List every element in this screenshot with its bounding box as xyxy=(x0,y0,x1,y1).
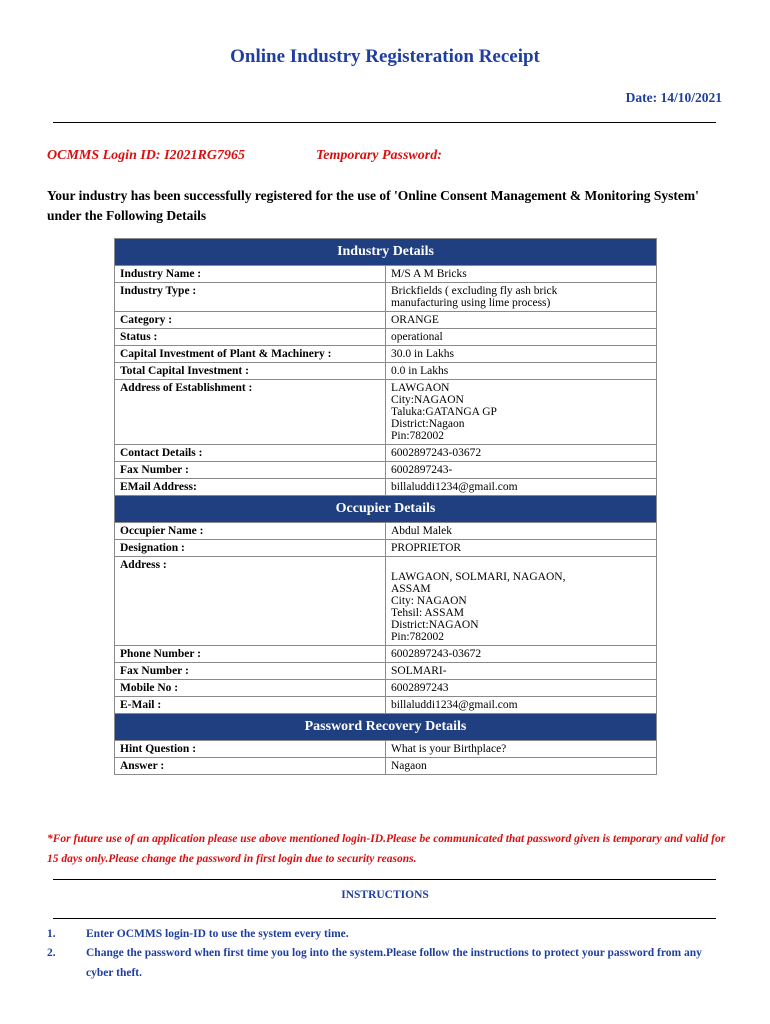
row-value: billaluddi1234@gmail.com xyxy=(386,479,657,496)
row-value: LAWGAON City:NAGAON Taluka:GATANGA GP District:Nagaon Pin:782002 xyxy=(386,380,657,445)
row-label: Status : xyxy=(115,329,386,346)
table-row xyxy=(115,445,657,462)
temporary-password: Temporary Password: xyxy=(316,148,442,163)
divider xyxy=(53,918,716,919)
table-row xyxy=(115,540,657,557)
row-value: 0.0 in Lakhs xyxy=(386,363,657,380)
row-label: Industry Name : xyxy=(115,266,386,283)
row-label: Category : xyxy=(115,312,386,329)
row-value: billaluddi1234@gmail.com xyxy=(386,697,657,714)
row-label: Total Capital Investment : xyxy=(115,363,386,380)
table-row xyxy=(115,363,657,380)
instruction-text: Enter OCMMS login-ID to use the system every time. xyxy=(86,928,349,940)
row-value: ORANGE xyxy=(386,312,657,329)
row-value: PROPRIETOR xyxy=(386,540,657,557)
row-value: What is your Birthplace? xyxy=(386,741,657,758)
instruction-number: 1. xyxy=(47,928,56,940)
table-row xyxy=(115,741,657,758)
table-row xyxy=(115,523,657,540)
instructions-heading: INSTRUCTIONS xyxy=(341,889,429,901)
page-title: Online Industry Registeration Receipt xyxy=(230,46,540,67)
intro-text: Your industry has been successfully registered for the use of 'Online Consent Management & Monitoring System' under the Following Details xyxy=(47,188,699,223)
row-value: M/S A M Bricks xyxy=(386,266,657,283)
row-value: Nagaon xyxy=(386,758,657,775)
table-row xyxy=(115,680,657,697)
instruction-number: 2. xyxy=(47,947,56,959)
row-label: Address : xyxy=(115,557,386,646)
section-heading-recovery xyxy=(115,714,657,741)
table-row xyxy=(115,646,657,663)
row-value: 6002897243-03672 xyxy=(386,646,657,663)
divider xyxy=(53,122,716,123)
validity-note: *For future use of an application please use above mentioned login-ID.Please be communicated that password given is temporary and valid for 15 days only.Please change the password in first login due to security reasons. xyxy=(47,833,726,865)
section-heading-industry xyxy=(115,239,657,266)
row-label: Fax Number : xyxy=(115,462,386,479)
table-row xyxy=(115,380,657,445)
row-label: Hint Question : xyxy=(115,741,386,758)
table-row xyxy=(115,329,657,346)
row-label: Contact Details : xyxy=(115,445,386,462)
row-label: Phone Number : xyxy=(115,646,386,663)
row-label: Designation : xyxy=(115,540,386,557)
row-label: EMail Address: xyxy=(115,479,386,496)
row-label: Fax Number : xyxy=(115,663,386,680)
row-value: LAWGAON, SOLMARI, NAGAON, ASSAM City: NAGAON Tehsil: ASSAM District:NAGAON Pin:782002 xyxy=(386,557,657,646)
table-row xyxy=(115,283,657,312)
row-value: Brickfields ( excluding fly ash brick manufacturing using lime process) xyxy=(386,283,657,312)
row-label: Industry Type : xyxy=(115,283,386,312)
table-row xyxy=(115,266,657,283)
table-row xyxy=(115,697,657,714)
receipt-date: Date: 14/10/2021 xyxy=(625,90,722,105)
row-value: 6002897243- xyxy=(386,462,657,479)
row-label: Capital Investment of Plant & Machinery : xyxy=(115,346,386,363)
section-heading: Password Recovery Details xyxy=(115,714,657,741)
instruction-text: Change the password when first time you log into the system.Please follow the instructions to protect your password from any cyber theft. xyxy=(86,947,702,979)
table-row xyxy=(115,663,657,680)
row-value: 6002897243-03672 xyxy=(386,445,657,462)
details-table xyxy=(114,238,657,775)
row-value: 6002897243 xyxy=(386,680,657,697)
row-label: Mobile No : xyxy=(115,680,386,697)
row-value: 30.0 in Lakhs xyxy=(386,346,657,363)
section-heading: Occupier Details xyxy=(115,496,657,523)
table-row xyxy=(115,557,657,646)
row-value: SOLMARI- xyxy=(386,663,657,680)
row-label: Address of Establishment : xyxy=(115,380,386,445)
table-row xyxy=(115,758,657,775)
section-heading: Industry Details xyxy=(115,239,657,266)
row-label: Occupier Name : xyxy=(115,523,386,540)
row-label: E-Mail : xyxy=(115,697,386,714)
login-id: OCMMS Login ID: I2021RG7965 xyxy=(47,148,245,163)
table-row xyxy=(115,462,657,479)
divider xyxy=(53,879,716,880)
row-value: operational xyxy=(386,329,657,346)
row-value: Abdul Malek xyxy=(386,523,657,540)
section-heading-occupier xyxy=(115,496,657,523)
table-row xyxy=(115,312,657,329)
row-label: Answer : xyxy=(115,758,386,775)
table-row xyxy=(115,479,657,496)
table-row xyxy=(115,346,657,363)
